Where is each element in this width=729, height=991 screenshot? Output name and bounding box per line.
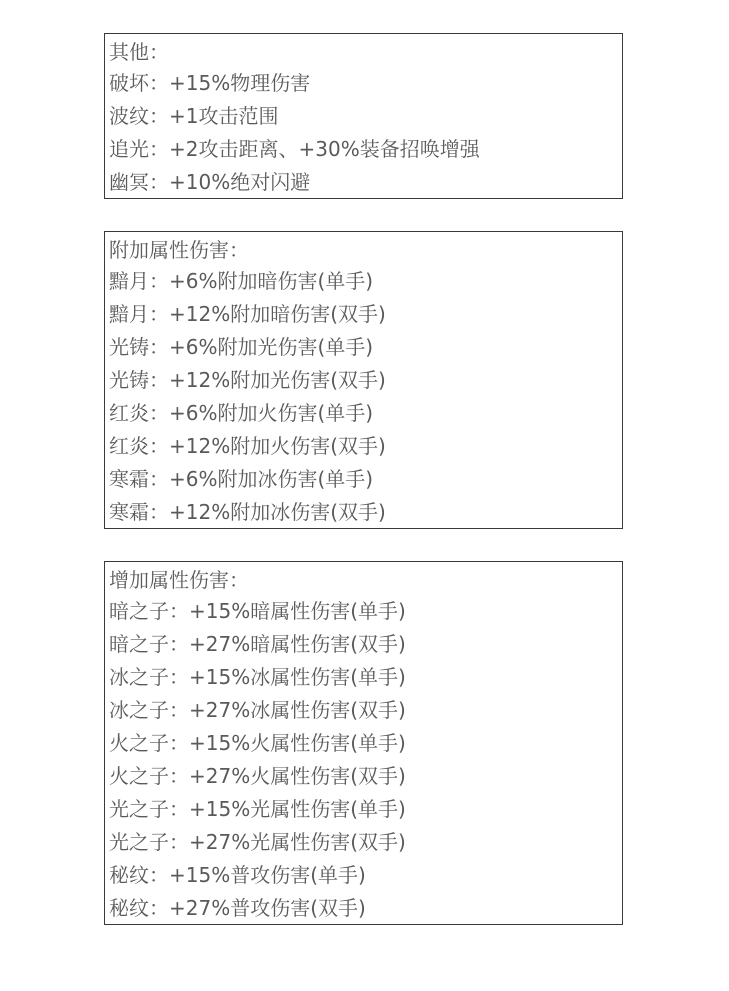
section-title: 其他： <box>109 40 169 64</box>
other-effects-box <box>104 33 623 199</box>
effect-line: 波纹：+1攻击范围 <box>109 104 279 128</box>
effect-line: 光之子：+27%光属性伤害(双手) <box>109 830 406 854</box>
effect-line: 红炎：+6%附加火伤害(单手) <box>109 401 374 425</box>
effect-line: 秘纹：+15%普攻伤害(单手) <box>109 863 366 887</box>
section-title: 增加属性伤害： <box>109 568 249 592</box>
effect-line: 火之子：+27%火属性伤害(双手) <box>109 764 406 788</box>
effect-line: 冰之子：+27%冰属性伤害(双手) <box>109 698 406 722</box>
effect-line: 暗之子：+15%暗属性伤害(单手) <box>109 599 406 623</box>
section-title: 附加属性伤害： <box>109 238 249 262</box>
effect-line: 火之子：+15%火属性伤害(单手) <box>109 731 406 755</box>
increased-element-damage-box <box>104 561 623 925</box>
effect-line: 幽冥：+10%绝对闪避 <box>109 170 311 194</box>
effect-line: 秘纹：+27%普攻伤害(双手) <box>109 896 366 920</box>
effect-line: 寒霜：+12%附加冰伤害(双手) <box>109 500 386 524</box>
effect-line: 黯月：+12%附加暗伤害(双手) <box>109 302 386 326</box>
effect-line: 冰之子：+15%冰属性伤害(单手) <box>109 665 406 689</box>
effect-line: 黯月：+6%附加暗伤害(单手) <box>109 269 374 293</box>
effect-line: 寒霜：+6%附加冰伤害(单手) <box>109 467 374 491</box>
effect-line: 追光：+2攻击距离、+30%装备招唤增强 <box>109 137 480 161</box>
effect-line: 红炎：+12%附加火伤害(双手) <box>109 434 386 458</box>
effect-line: 破坏：+15%物理伤害 <box>109 71 311 95</box>
effect-line: 光铸：+6%附加光伤害(单手) <box>109 335 374 359</box>
additional-element-damage-box <box>104 231 623 529</box>
effect-line: 光铸：+12%附加光伤害(双手) <box>109 368 386 392</box>
effect-line: 暗之子：+27%暗属性伤害(双手) <box>109 632 406 656</box>
effect-line: 光之子：+15%光属性伤害(单手) <box>109 797 406 821</box>
